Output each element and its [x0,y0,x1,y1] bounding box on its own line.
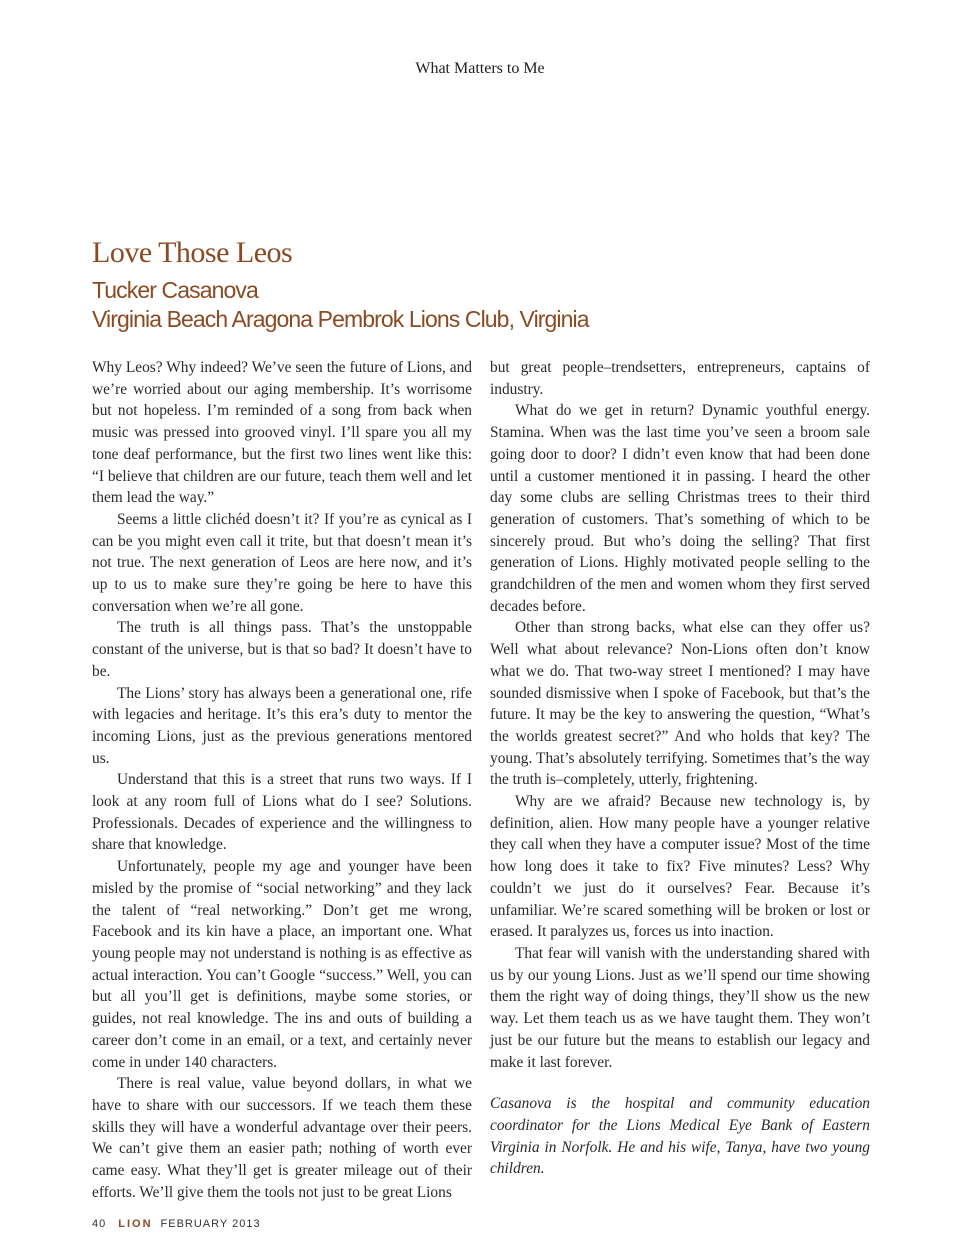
paragraph: The truth is all things pass. That’s the unstoppable constant of the universe, but is that so bad? It doesn’t have to be. [92,619,472,680]
issue-date: FEBRUARY 2013 [160,1218,261,1230]
section-header: What Matters to Me [415,60,545,77]
paragraph: Why Leos? Why indeed? We’ve seen the future of Lions, and we’re worried about our aging membership. It’s worrisome but not hopeless. I’m reminded of a song from back when music was pressed into grooved vinyl. I’ll spare you all my tone deaf performance, but the first two lines went like this: “I believe that children are our future, teach them well and let them lead the way.” [92,359,472,507]
paragraph: There is real value, value beyond dollars, in what we have to share with our successors. If we teach them these skills they will have a wonderful advantage over their peers. We can’t give them an easier path; nothing of worth ever came easy. What they’ll get is greater mileage out of their efforts. We’ll give them the tools not just to be great Lions [92,1075,472,1201]
magazine-name: LION [118,1218,153,1230]
club-name: Virginia Beach Aragona Pembrok Lions Club, Virginia [92,306,589,332]
paragraph: Understand that this is a street that runs two ways. If I look at any room full of Lions what do I see? Solutions. Professionals. Decades of experience and the willingness to share that knowledge. [92,771,472,854]
paragraph: but great people–trendsetters, entrepreneurs, captains of industry. [490,359,870,398]
paragraph: That fear will vanish with the understanding shared with us by our young Lions. Just as we’ll spend our time showing them the right way of doing things, they’ll show us the new way. Let them teach us as we have taught them. They won’t just be our future but the means to establish our legacy and make it last forever. [490,944,870,1071]
author-bio: Casanova is the hospital and community education coordinator for the Lions Medical Eye Bank of Eastern Virginia in Norfolk. He and his wife, Tanya, have two young children. [490,1095,870,1178]
page-footer [92,1218,261,1230]
paragraph: What do we get in return? Dynamic youthful energy. Stamina. When was the last time you’ve seen a broom sale going door to door? I didn’t even know that had been done until a customer mentioned it in passing. I heard the other day some clubs are selling Christmas trees to their third generation of customers. That’s something of which to be sincerely proud. But who’s doing the selling? That first generation of Lions. Highly motivated people selling to the grandchildren of the men and women whom they first served decades before. [490,402,870,615]
right-column [490,357,870,1180]
article-title: Love Those Leos [92,236,293,269]
paragraph: Unfortunately, people my age and younger have been misled by the promise of “social networking” and they lack the talent of “real networking.” Don’t get me wrong, Facebook and its kin have a place, an important one. What young people may not understand is nothing is as effective as actual interaction. You can’t Google “success.” Well, you can but all you’ll get is definitions, maybe some stories, or guides, not real knowledge. The ins and outs of building a career don’t come in an email, or a text, and certainly never come in under 140 characters. [92,858,472,1071]
paragraph: Seems a little clichéd doesn’t it? If you’re as cynical as I can be you might even call it trite, but that doesn’t mean it’s not true. The next generation of Leos are here now, and it’s up to us to make sure they’re going be here to have this conversation when we’re all gone. [92,510,472,615]
paragraph: The Lions’ story has always been a generational one, rife with legacies and heritage. It’s this era’s duty to mentor the incoming Lions, just as the previous generations mentored us. [92,684,472,767]
paragraph: Why are we afraid? Because new technology is, by definition, alien. How many people have a younger relative they call when they have a computer issue? Most of the time how long does it take to fix? Five minutes? Less? Why couldn’t we just do it ourselves? Fear. Because it’s unfamiliar. We’re scared something will be broken or lost or erased. It paralyzes us, forces us into inaction. [490,793,870,941]
paragraph: Other than strong backs, what else can they offer us? Well what about relevance? Non-Lions often don’t know what we do. That two-way street I mentioned? I may have sounded dismissive when I spoke of Facebook, but that’s the future. It may be the key to answering the question, “What’s the worlds greatest secret?” And who holds that key? The young. That’s absolutely terrifying. Sometimes that’s the way the truth is–completely, utterly, frightening. [490,619,870,789]
page-number: 40 [92,1218,107,1230]
author-name: Tucker Casanova [92,277,258,303]
left-column [92,357,472,1203]
